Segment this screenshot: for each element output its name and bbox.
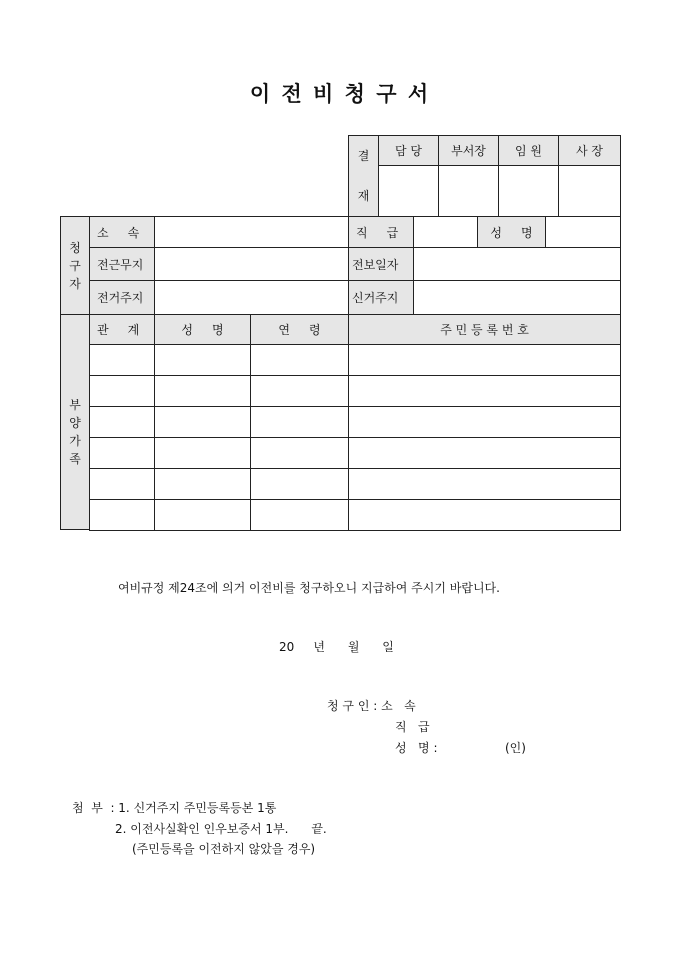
resident-number-header: 주 민 등 록 번 호	[348, 314, 621, 345]
approval-sign-cell[interactable]	[378, 165, 439, 217]
document-title: 이 전 비 청 구 서	[249, 81, 431, 106]
claimant-label-char: 청	[69, 240, 81, 255]
dependent-cell[interactable]	[250, 406, 349, 438]
date-line: 20 년 월 일	[279, 640, 394, 654]
dependent-cell[interactable]	[89, 437, 155, 469]
name-field[interactable]	[545, 216, 621, 248]
approval-label-bottom: 재	[357, 189, 370, 203]
affiliation-field[interactable]	[154, 216, 349, 248]
dependent-cell[interactable]	[250, 468, 349, 500]
telegram-date-label: 전보일자	[348, 247, 414, 281]
approval-label	[348, 135, 379, 217]
dependent-cell[interactable]	[348, 468, 621, 500]
approval-header-manager: 담 당	[378, 135, 439, 166]
dependent-cell[interactable]	[348, 375, 621, 407]
dependents-label-char: 족	[69, 452, 81, 466]
claimant-label-char: 구	[69, 258, 81, 273]
dependents-label-char: 양	[69, 416, 81, 430]
dependent-cell[interactable]	[89, 468, 155, 500]
approval-header-president: 사 장	[558, 135, 621, 166]
telegram-date-field[interactable]	[413, 247, 621, 281]
dependent-cell[interactable]	[89, 406, 155, 438]
rank-field[interactable]	[413, 216, 478, 248]
dependent-cell[interactable]	[348, 406, 621, 438]
prev-office-label: 전근무지	[89, 247, 155, 281]
dependent-cell[interactable]	[250, 375, 349, 407]
prev-address-label: 전거주지	[89, 280, 155, 315]
dependent-cell[interactable]	[89, 499, 155, 531]
dependent-cell[interactable]	[154, 468, 251, 500]
claimant-label-char: 자	[69, 276, 81, 291]
approval-header-executive: 임 원	[498, 135, 559, 166]
seal-mark: (인)	[505, 741, 526, 755]
approval-header-deputy: 부서장	[438, 135, 499, 166]
dependent-cell[interactable]	[348, 499, 621, 531]
attachment-line-2: 2. 이전사실확인 인우보증서 1부. 끝.	[115, 822, 327, 836]
dependent-cell[interactable]	[154, 375, 251, 407]
approval-sign-cell[interactable]	[498, 165, 559, 217]
approval-sign-cell[interactable]	[438, 165, 499, 217]
dependents-label-char: 가	[69, 434, 81, 448]
dependents-label	[60, 314, 90, 530]
dependent-cell[interactable]	[250, 344, 349, 376]
dependent-name-header: 성 명	[154, 314, 251, 345]
dependent-cell[interactable]	[154, 437, 251, 469]
signer-affiliation: 청 구 인 : 소 속	[327, 699, 416, 713]
attachment-line-1: 첨 부 : 1. 신거주지 주민등록등본 1통	[72, 801, 277, 815]
dependent-cell[interactable]	[154, 406, 251, 438]
dependent-cell[interactable]	[154, 344, 251, 376]
new-address-label: 신거주지	[348, 280, 414, 315]
claimant-label	[60, 216, 90, 315]
request-statement: 여비규정 제24조에 의거 이전비를 청구하오니 지급하여 주시기 바랍니다.	[118, 581, 500, 595]
dependents-label-char: 부	[69, 398, 81, 412]
affiliation-label: 소 속	[89, 216, 155, 248]
relation-header: 관 계	[89, 314, 155, 345]
dependent-cell[interactable]	[89, 375, 155, 407]
new-address-field[interactable]	[413, 280, 621, 315]
dependent-cell[interactable]	[250, 437, 349, 469]
dependent-cell[interactable]	[348, 437, 621, 469]
dependent-cell[interactable]	[348, 344, 621, 376]
dependent-cell[interactable]	[154, 499, 251, 531]
age-header: 연 령	[250, 314, 349, 345]
dependent-cell[interactable]	[89, 344, 155, 376]
name-label: 성 명	[477, 216, 546, 248]
dependent-cell[interactable]	[250, 499, 349, 531]
approval-sign-cell[interactable]	[558, 165, 621, 217]
approval-label-top: 결	[357, 149, 370, 163]
signer-name: 성 명 :	[395, 741, 438, 755]
attachment-line-3: (주민등록을 이전하지 않았을 경우)	[132, 842, 316, 856]
signer-rank: 직 급	[395, 720, 430, 734]
rank-label: 직 급	[348, 216, 414, 248]
prev-address-field[interactable]	[154, 280, 349, 315]
prev-office-field[interactable]	[154, 247, 349, 281]
